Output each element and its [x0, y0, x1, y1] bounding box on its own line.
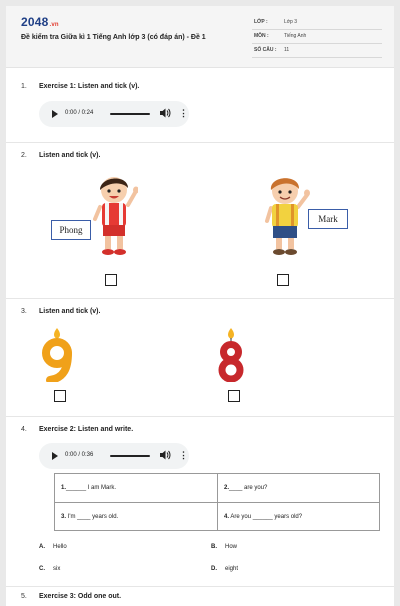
audio-player[interactable] [39, 443, 189, 469]
divider [6, 586, 394, 587]
name-box-mark: Mark [308, 209, 348, 229]
question-number: 2. [21, 152, 27, 159]
worksheet-page [6, 6, 394, 606]
answer-option-c[interactable]: C. six [39, 566, 61, 572]
audio-time: 0:00 / 0:36 [65, 452, 94, 458]
answer-option-b[interactable]: B. How [211, 544, 238, 550]
answer-checkbox[interactable] [54, 390, 66, 402]
fill-in-table [54, 473, 380, 531]
table-cell: 4. Are you ______ years old? [224, 514, 303, 520]
question-number: 5. [21, 593, 27, 600]
answer-checkbox[interactable] [228, 390, 240, 402]
question-number: 1. [21, 83, 27, 90]
site-logo[interactable]: 2048.vn [21, 15, 59, 29]
table-cell: 3. I'm ____ years old. [61, 514, 119, 520]
answer-checkbox[interactable] [105, 274, 117, 286]
divider [6, 416, 394, 417]
name-box-phong: Phong [51, 220, 91, 240]
more-options-icon[interactable]: ⋮ [179, 108, 188, 118]
divider [6, 298, 394, 299]
candle-nine-illustration [42, 328, 72, 382]
document-header [6, 6, 394, 68]
meta-question-count: SỐ CÂU : 11 [252, 44, 382, 58]
divider [6, 142, 394, 143]
audio-player[interactable] [39, 101, 189, 127]
meta-grade: LỚP : Lớp 3 [252, 16, 382, 30]
candle-eight-illustration [217, 328, 245, 382]
question-number: 4. [21, 426, 27, 433]
volume-icon[interactable] [159, 449, 171, 461]
play-icon[interactable] [52, 110, 58, 118]
question-text: Listen and tick (v). [39, 152, 101, 159]
answer-checkbox[interactable] [277, 274, 289, 286]
volume-icon[interactable] [159, 107, 171, 119]
boy-phong-illustration [90, 173, 138, 259]
boy-mark-illustration [260, 173, 310, 259]
question-text: Exercise 3: Odd one out. [39, 593, 122, 600]
question-text: Exercise 1: Listen and tick (v). [39, 83, 140, 90]
question-text: Exercise 2: Listen and write. [39, 426, 134, 433]
table-cell: 2.____ are you? [224, 485, 268, 491]
answer-option-a[interactable]: A. Hello [39, 544, 67, 550]
answer-option-d[interactable]: D. eight [211, 566, 239, 572]
audio-progress[interactable] [110, 113, 150, 115]
audio-progress[interactable] [110, 455, 150, 457]
play-icon[interactable] [52, 452, 58, 460]
more-options-icon[interactable]: ⋮ [179, 450, 188, 460]
meta-subject: MÔN : Tiếng Anh [252, 30, 382, 44]
question-number: 3. [21, 308, 27, 315]
audio-time: 0:00 / 0:24 [65, 110, 94, 116]
document-title: Đề kiểm tra Giữa kì 1 Tiếng Anh lớp 3 (có đáp án) - Đề 1 [21, 34, 206, 41]
table-cell: 1.______ I am Mark. [61, 485, 117, 491]
question-text: Listen and tick (v). [39, 308, 101, 315]
